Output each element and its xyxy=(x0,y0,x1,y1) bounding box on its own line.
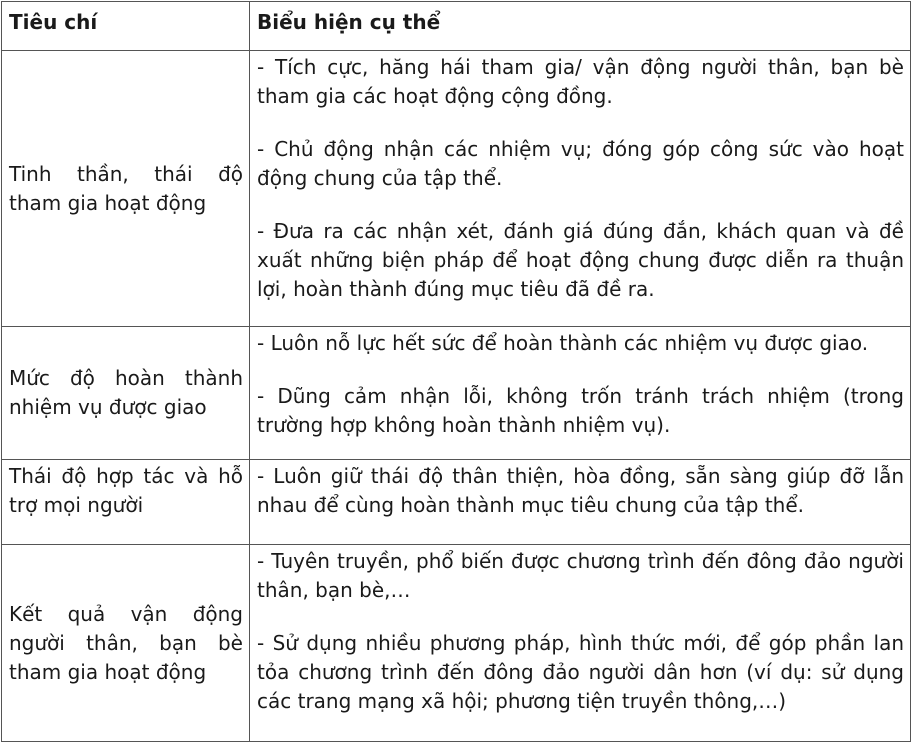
table-row xyxy=(2,327,911,460)
detail-item: - Luôn giữ thái độ thân thiện, hòa đồng, sẵn sàng giúp đỡ lẫn nhau để cùng hoàn thành mục tiêu chung của tập thể. xyxy=(257,464,904,517)
header-details: Biểu hiện cụ thể xyxy=(250,2,911,51)
details-cell xyxy=(250,460,911,545)
details-cell xyxy=(250,51,911,327)
header-criterion: Tiêu chí xyxy=(2,2,250,51)
table-row xyxy=(2,545,911,742)
detail-item: - Chủ động nhận các nhiệm vụ; đóng góp công sức vào hoạt động chung của tập thể. xyxy=(257,137,904,190)
criterion-cell: Tinh thần, thái độ tham gia hoạt động xyxy=(2,51,250,327)
detail-item: - Luôn nỗ lực hết sức để hoàn thành các nhiệm vụ được giao. xyxy=(257,331,869,355)
table-row xyxy=(2,460,911,545)
criterion-cell: Kết quả vận động người thân, bạn bè tham gia hoạt động xyxy=(2,545,250,742)
detail-item: - Dũng cảm nhận lỗi, không trốn tránh trách nhiệm (trong trường hợp không hoàn thành nhiệm vụ). xyxy=(257,384,904,437)
criterion-cell: Mức độ hoàn thành nhiệm vụ được giao xyxy=(2,327,250,460)
details-cell xyxy=(250,545,911,742)
table-row xyxy=(2,51,911,327)
details-cell xyxy=(250,327,911,460)
detail-item: - Đưa ra các nhận xét, đánh giá đúng đắn, khách quan và đề xuất những biện pháp để hoạt động chung được diễn ra thuận lợi, hoàn thành đúng mục tiêu đã đề ra. xyxy=(257,219,904,301)
detail-item: - Tích cực, hăng hái tham gia/ vận động người thân, bạn bè tham gia các hoạt động cộng đồng. xyxy=(257,55,904,108)
detail-item: - Tuyên truyền, phổ biến được chương trình đến đông đảo người thân, bạn bè,… xyxy=(257,549,904,602)
detail-item: - Sử dụng nhiều phương pháp, hình thức mới, để góp phần lan tỏa chương trình đến đông đảo người dân hơn (ví dụ: sử dụng các trang mạng xã hội; phương tiện truyền thông,…) xyxy=(257,631,904,713)
table-header-row xyxy=(2,2,911,51)
criteria-table xyxy=(1,1,911,742)
criterion-cell: Thái độ hợp tác và hỗ trợ mọi người xyxy=(2,460,250,545)
